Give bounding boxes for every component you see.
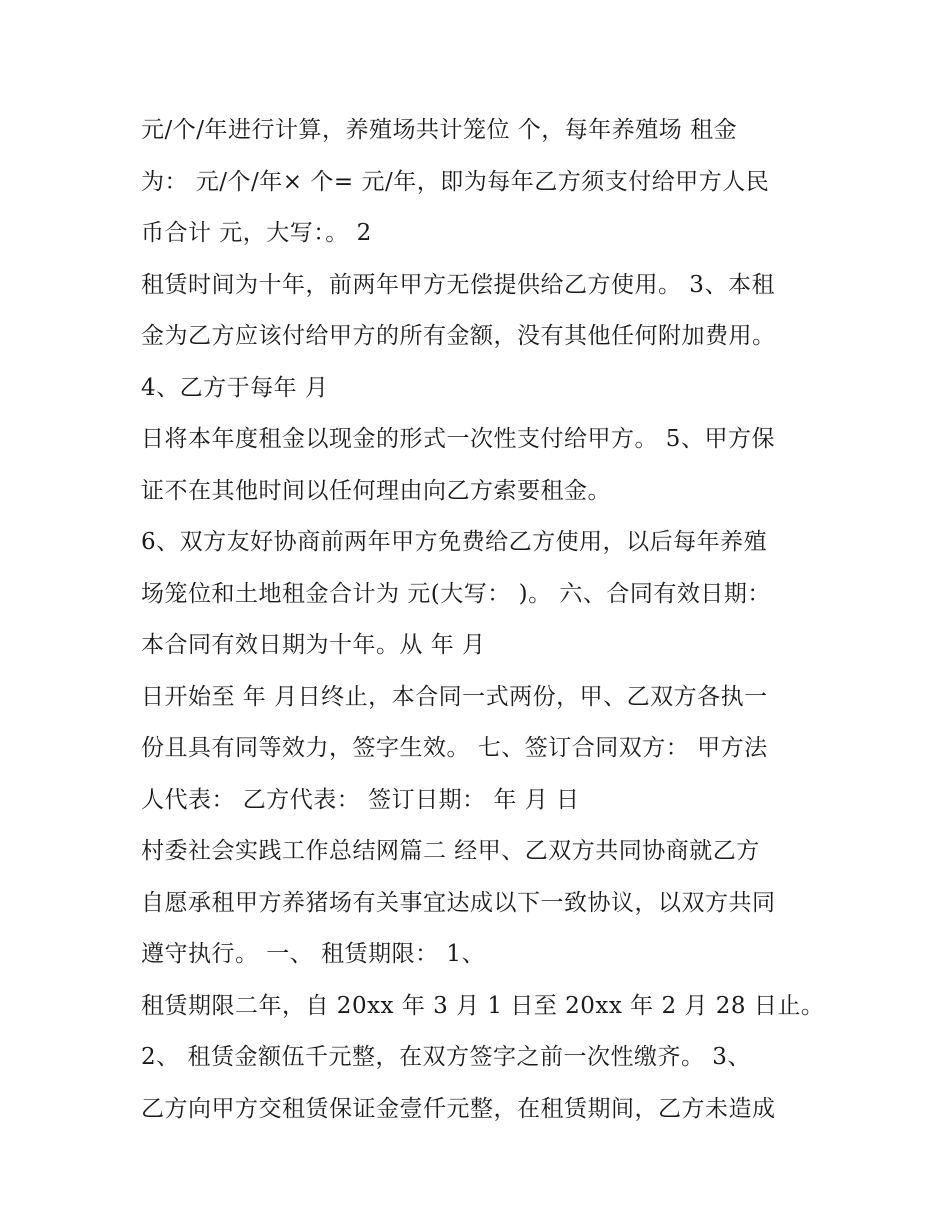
text-line: 元/个/年进行计算，养殖场共计笼位 个，每年养殖场 租金 <box>141 117 738 143</box>
text-line: 遵守执行。 一、 租赁期限： 1、 <box>141 941 486 967</box>
text-line: 日将本年度租金以现金的形式一次性支付给甲方。 5、甲方保 <box>141 426 775 452</box>
text-line: 乙方向甲方交租赁保证金壹仟元整，在租赁期间，乙方未造成 <box>141 1095 776 1122</box>
text-line: 金为乙方应该付给甲方的所有金额，没有其他任何附加费用。 <box>141 323 776 349</box>
text-line: 为： 元/个/年× 个= 元/年，即为每年乙方须支付给甲方人民 <box>141 168 770 195</box>
document-body <box>141 110 841 1140</box>
text-line: 4、乙方于每年 月 <box>141 374 329 401</box>
text-line: 人代表： 乙方代表： 签订日期： 年 月 日 <box>141 786 580 813</box>
text-line: 2、 租赁金额伍千元整，在双方签字之前一次性缴齐。 3、 <box>141 1044 751 1070</box>
text-line: 租赁期限二年，自 20xx 年 3 月 1 日至 20xx 年 2 月 28 日止。 <box>141 992 825 1019</box>
text-line: 6、双方友好协商前两年甲方免费给乙方使用，以后每年养殖 <box>141 529 768 555</box>
text-line: 币合计 元，大写：。 2 <box>141 220 372 246</box>
text-line: 场笼位和土地租金合计为 元(大写： )。 六、合同有效日期： <box>141 580 771 607</box>
text-line: 证不在其他时间以任何理由向乙方索要租金。 <box>141 477 611 504</box>
text-line: 份且具有同等效力，签字生效。 七、签订合同双方： 甲方法 <box>141 735 768 761</box>
text-line: 租赁时间为十年，前两年甲方无偿提供给乙方使用。 3、本租 <box>141 271 775 298</box>
text-line: 自愿承租甲方养猪场有关事宜达成以下一致协议，以双方共同 <box>141 889 776 916</box>
text-line: 村委社会实践工作总结网篇二 经甲、乙双方共同协商就乙方 <box>141 838 760 864</box>
text-line: 日开始至 年 月日终止，本合同一式两份，甲、乙双方各执一 <box>141 683 768 710</box>
text-line: 本合同有效日期为十年。从 年 月 <box>141 632 486 658</box>
